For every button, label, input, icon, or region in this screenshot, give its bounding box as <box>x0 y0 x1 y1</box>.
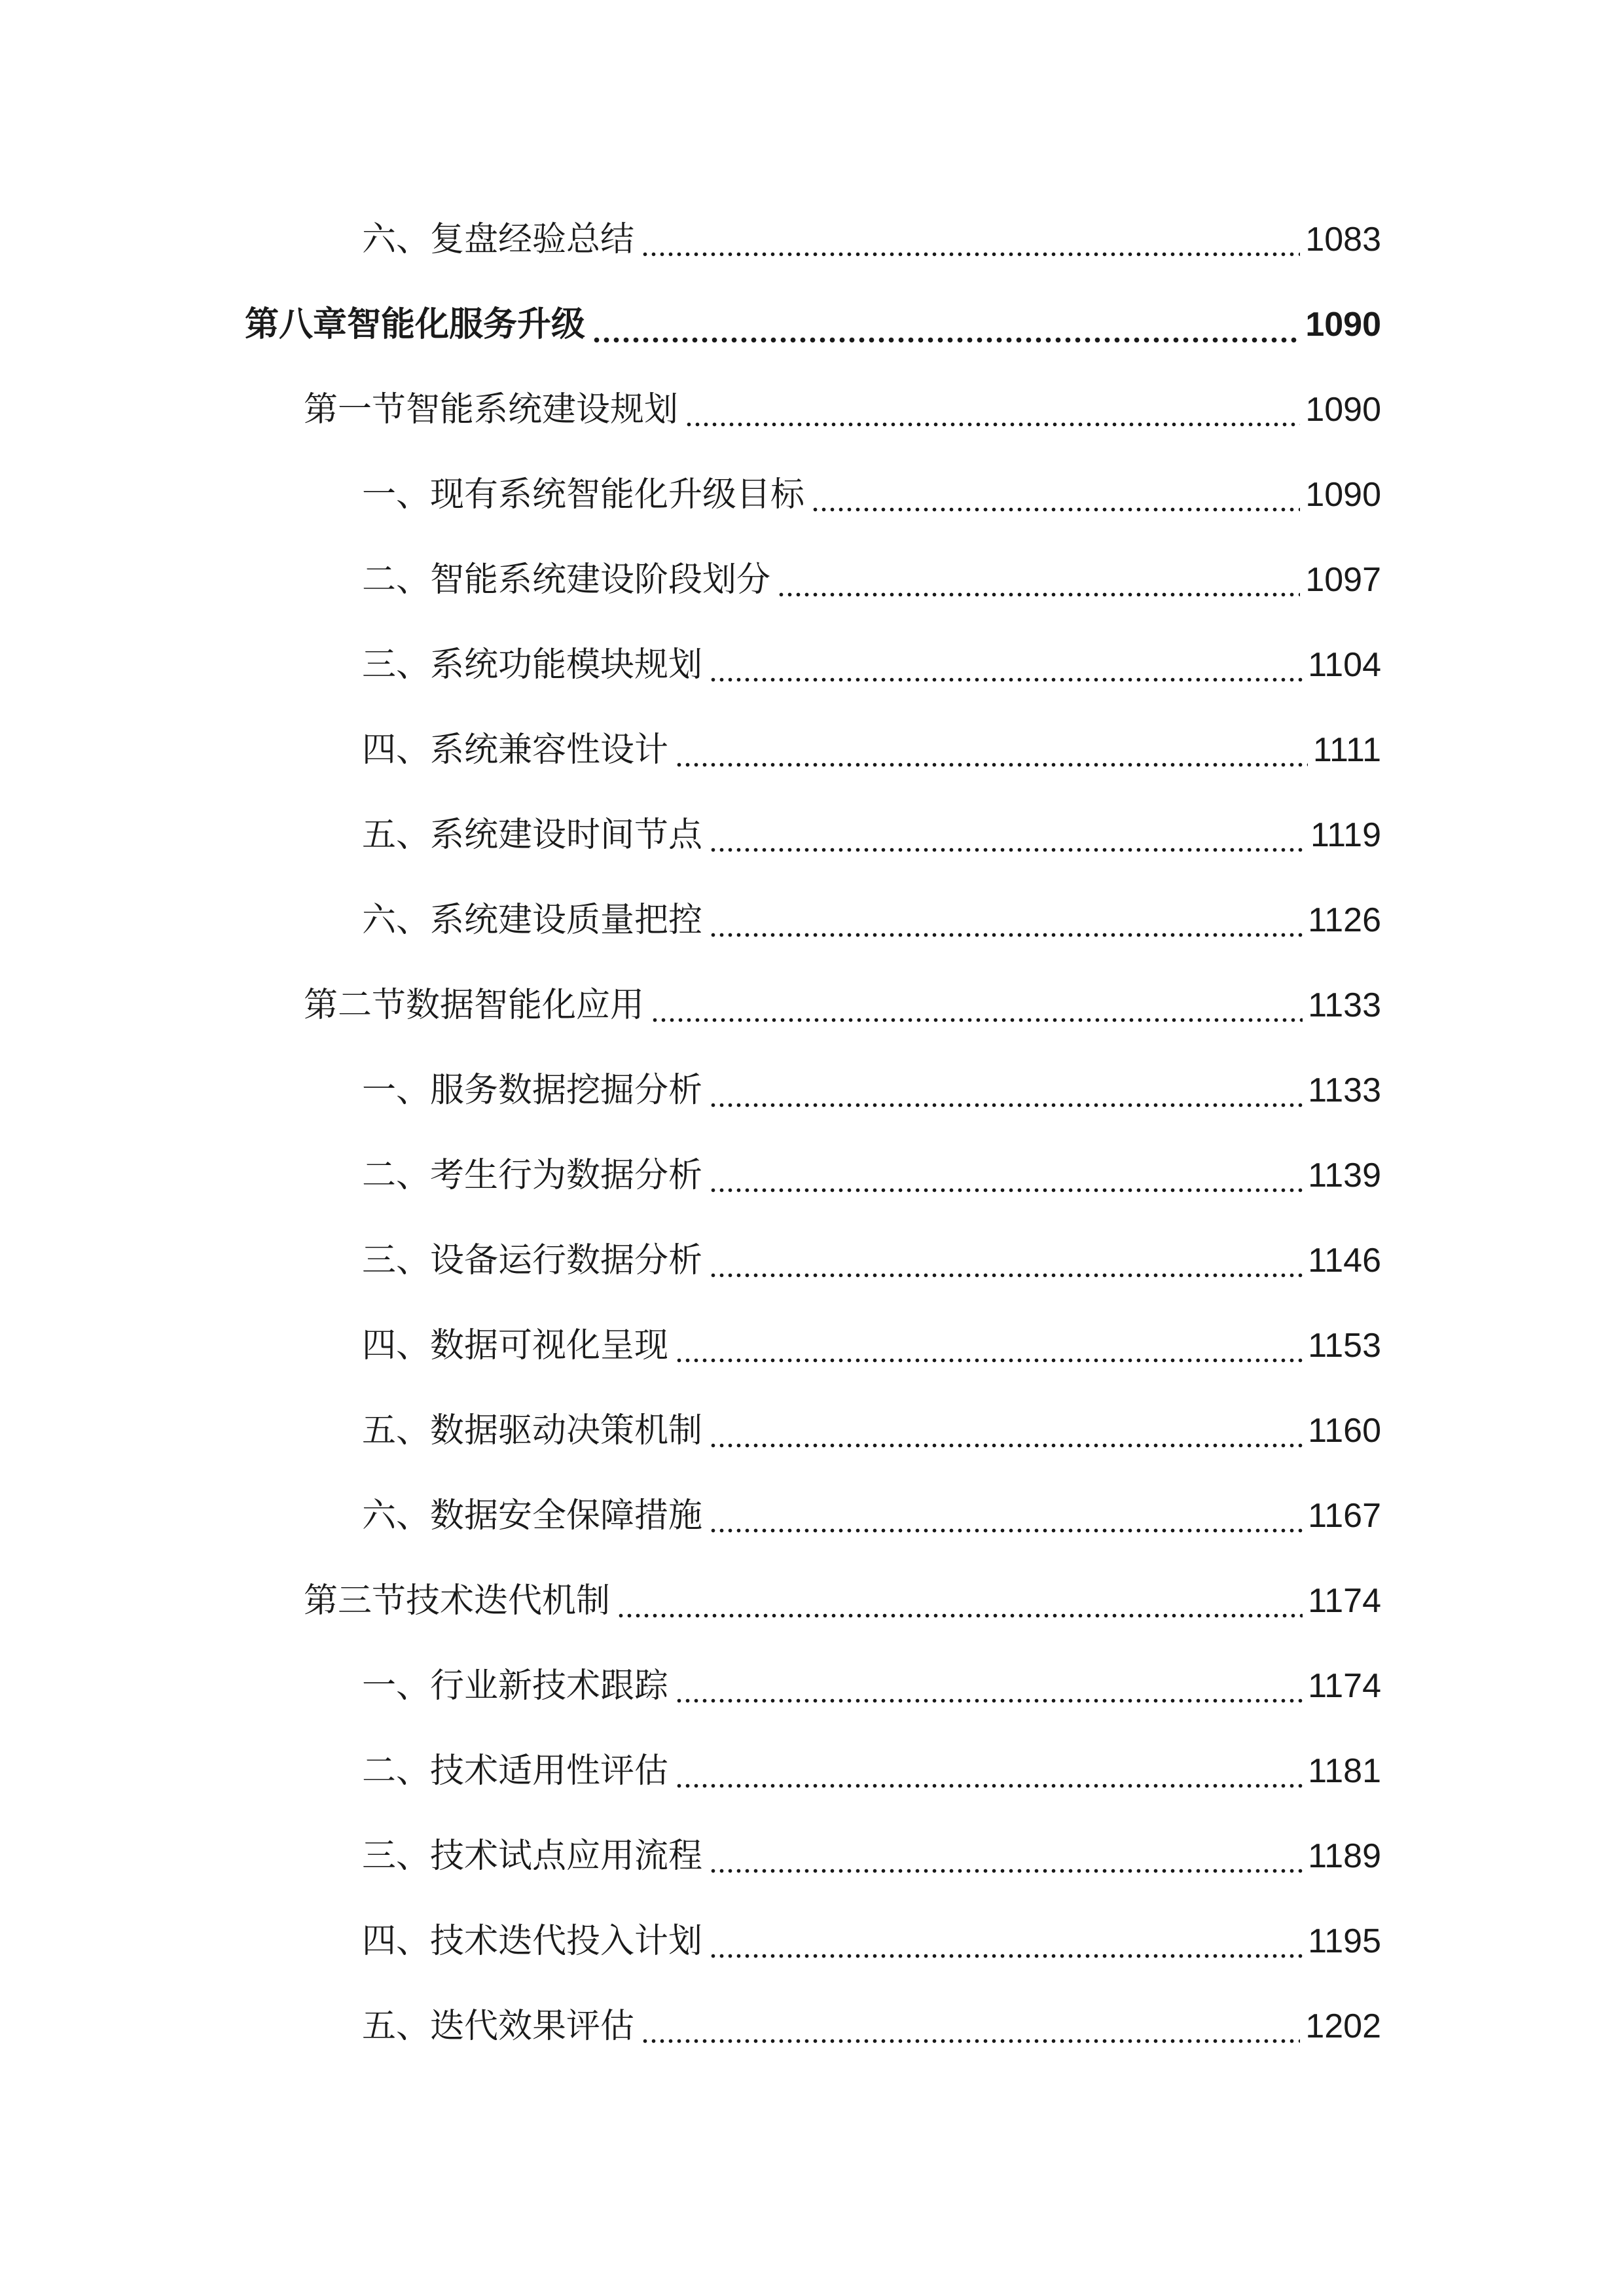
toc-entry[interactable] <box>362 724 1381 776</box>
toc-entry[interactable] <box>304 979 1381 1031</box>
toc-entry-page: 1181 <box>1308 1752 1381 1790</box>
toc-entry-title: 五、系统建设时间节点 <box>362 816 703 855</box>
toc-entry-page: 1160 <box>1308 1412 1381 1450</box>
toc-entry[interactable] <box>362 1660 1381 1712</box>
toc-entry-page: 1097 <box>1305 561 1381 599</box>
dot-leader <box>675 1745 1303 1797</box>
toc-entry-title: 第三节技术迭代机制 <box>304 1581 611 1621</box>
dot-leader <box>709 1830 1303 1882</box>
toc-entry-page: 1083 <box>1305 221 1381 259</box>
toc-entry[interactable] <box>362 1319 1381 1372</box>
toc-entry-page: 1090 <box>1305 476 1381 514</box>
toc-entry-page: 1133 <box>1308 986 1381 1024</box>
toc-entry-title: 四、数据可视化呈现 <box>362 1326 669 1365</box>
toc-entry[interactable] <box>362 469 1381 521</box>
toc-entry-page: 1174 <box>1308 1667 1381 1705</box>
dot-leader <box>617 1575 1303 1627</box>
toc-entry-title: 五、数据驱动决策机制 <box>362 1411 703 1450</box>
toc-entry-title: 第二节数据智能化应用 <box>304 986 645 1025</box>
toc-entry-title: 四、系统兼容性设计 <box>362 730 669 770</box>
toc-entry[interactable] <box>362 1915 1381 1967</box>
toc-entry[interactable] <box>304 384 1381 436</box>
toc-entry-page: 1167 <box>1308 1497 1381 1535</box>
toc-entry-page: 1126 <box>1308 901 1381 939</box>
toc-entry-title: 二、技术适用性评估 <box>362 1751 669 1791</box>
dot-leader <box>685 384 1300 436</box>
toc-entry[interactable] <box>304 1575 1381 1627</box>
toc-entry-page: 1202 <box>1305 2007 1381 2045</box>
toc-entry-title: 五、迭代效果评估 <box>362 2007 635 2046</box>
dot-leader <box>709 1064 1303 1117</box>
toc-entry-title: 一、现有系统智能化升级目标 <box>362 475 805 514</box>
toc-entry-title: 六、数据安全保障措施 <box>362 1496 703 1535</box>
toc-entry-page: 1090 <box>1305 391 1381 429</box>
toc-entry[interactable] <box>362 639 1381 691</box>
toc-entry-title: 二、智能系统建设阶段划分 <box>362 560 771 600</box>
toc-entry-title: 第一节智能系统建设规划 <box>304 390 679 429</box>
toc-entry-title: 三、系统功能模块规划 <box>362 645 703 685</box>
dot-leader <box>675 724 1308 776</box>
toc-entry[interactable] <box>362 1745 1381 1797</box>
toc-entry-title: 三、设备运行数据分析 <box>362 1241 703 1280</box>
dot-leader <box>709 894 1303 946</box>
toc-entry-page: 1189 <box>1308 1837 1381 1875</box>
dot-leader <box>709 809 1305 861</box>
toc-entry-title: 二、考生行为数据分析 <box>362 1156 703 1195</box>
toc-entry-page: 1153 <box>1308 1327 1381 1365</box>
dot-leader <box>651 979 1303 1031</box>
toc-entry[interactable] <box>362 1405 1381 1457</box>
toc-entry-page: 1174 <box>1308 1582 1381 1620</box>
toc-entry[interactable] <box>362 2000 1381 2053</box>
toc-entry-title: 六、复盘经验总结 <box>362 220 635 259</box>
toc-entry-title: 第八章智能化服务升级 <box>245 305 586 344</box>
toc-entry-page: 1119 <box>1310 816 1381 854</box>
toc-entry-page: 1133 <box>1308 1071 1381 1109</box>
toc-entry-title: 一、行业新技术跟踪 <box>362 1666 669 1706</box>
dot-leader <box>777 554 1300 606</box>
dot-leader <box>709 1915 1303 1967</box>
dot-leader <box>641 2000 1300 2053</box>
dot-leader <box>641 213 1300 266</box>
toc-entry[interactable] <box>362 1149 1381 1202</box>
toc-entry[interactable] <box>362 1234 1381 1287</box>
toc-entry[interactable] <box>362 1490 1381 1542</box>
dot-leader <box>811 469 1300 521</box>
dot-leader <box>675 1319 1303 1372</box>
toc-entry[interactable] <box>362 213 1381 266</box>
toc-entry-title: 六、系统建设质量把控 <box>362 901 703 940</box>
dot-leader <box>709 1490 1303 1542</box>
toc-entry-title: 三、技术试点应用流程 <box>362 1837 703 1876</box>
dot-leader <box>709 639 1303 691</box>
toc-entry[interactable] <box>362 894 1381 946</box>
dot-leader <box>709 1234 1303 1287</box>
toc-entry[interactable] <box>362 809 1381 861</box>
toc-entry[interactable] <box>362 1830 1381 1882</box>
toc-entry-title: 一、服务数据挖掘分析 <box>362 1071 703 1110</box>
toc-entry[interactable] <box>362 554 1381 606</box>
toc-entry-page: 1146 <box>1308 1242 1381 1280</box>
toc-entry[interactable] <box>245 298 1381 351</box>
toc-entry-page: 1090 <box>1305 306 1381 344</box>
dot-leader <box>709 1405 1303 1457</box>
toc-entry-page: 1111 <box>1312 731 1381 769</box>
dot-leader <box>675 1660 1303 1712</box>
toc-entry[interactable] <box>362 1064 1381 1117</box>
toc-entry-page: 1195 <box>1308 1922 1381 1960</box>
toc-entry-page: 1139 <box>1308 1157 1381 1194</box>
dot-leader <box>709 1149 1303 1202</box>
toc-entry-page: 1104 <box>1308 646 1381 684</box>
toc-entry-title: 四、技术迭代投入计划 <box>362 1922 703 1961</box>
dot-leader <box>592 298 1300 351</box>
